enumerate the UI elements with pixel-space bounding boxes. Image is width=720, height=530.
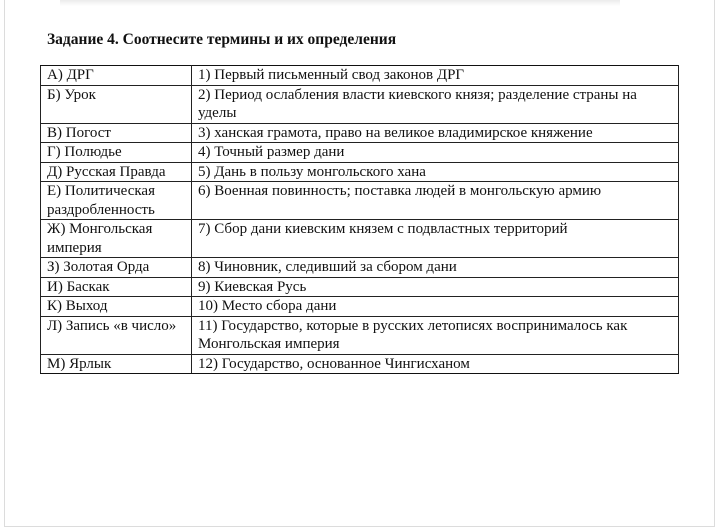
terms-table — [40, 65, 679, 374]
term-cell: Б) Урок — [41, 85, 192, 123]
table-row — [41, 66, 679, 86]
term-cell: Ж) Монгольская империя — [41, 220, 192, 258]
definition-cell: 5) Дань в пользу монгольского хана — [192, 162, 679, 182]
definition-cell: 9) Киевская Русь — [192, 277, 679, 297]
definition-cell: 7) Сбор дани киевским князем с подвластных территорий — [192, 220, 679, 258]
definition-cell: 6) Военная повинность; поставка людей в монгольскую армию — [192, 182, 679, 220]
table-row — [41, 354, 679, 374]
table-row — [41, 182, 679, 220]
table-row — [41, 85, 679, 123]
table-row — [41, 316, 679, 354]
definition-cell: 3) ханская грамота, право на великое владимирское княжение — [192, 123, 679, 143]
table-row — [41, 143, 679, 163]
table-row — [41, 258, 679, 278]
term-cell: И) Баскак — [41, 277, 192, 297]
table-row — [41, 277, 679, 297]
term-cell: Г) Полюдье — [41, 143, 192, 163]
table-row — [41, 297, 679, 317]
definition-cell: 4) Точный размер дани — [192, 143, 679, 163]
table-row — [41, 220, 679, 258]
definition-cell: 8) Чиновник, следивший за сбором дани — [192, 258, 679, 278]
term-cell: З) Золотая Орда — [41, 258, 192, 278]
definition-cell: 11) Государство, которые в русских летописях воспринималось как Монгольская империя — [192, 316, 679, 354]
cropped-text-remnant — [60, 0, 620, 6]
definition-cell: 1) Первый письменный свод законов ДРГ — [192, 66, 679, 86]
table-row — [41, 123, 679, 143]
term-cell: К) Выход — [41, 297, 192, 317]
definition-cell: 2) Период ослабления власти киевского князя; разделение страны на уделы — [192, 85, 679, 123]
definition-cell: 12) Государство, основанное Чингисханом — [192, 354, 679, 374]
term-cell: М) Ярлык — [41, 354, 192, 374]
term-cell: Л) Запись «в число» — [41, 316, 192, 354]
term-cell: Е) Политическая раздробленность — [41, 182, 192, 220]
table-row — [41, 162, 679, 182]
definition-cell: 10) Место сбора дани — [192, 297, 679, 317]
task-title: Задание 4. Соотнесите термины и их определения — [47, 31, 397, 48]
term-cell: В) Погост — [41, 123, 192, 143]
term-cell: А) ДРГ — [41, 66, 192, 86]
term-cell: Д) Русская Правда — [41, 162, 192, 182]
